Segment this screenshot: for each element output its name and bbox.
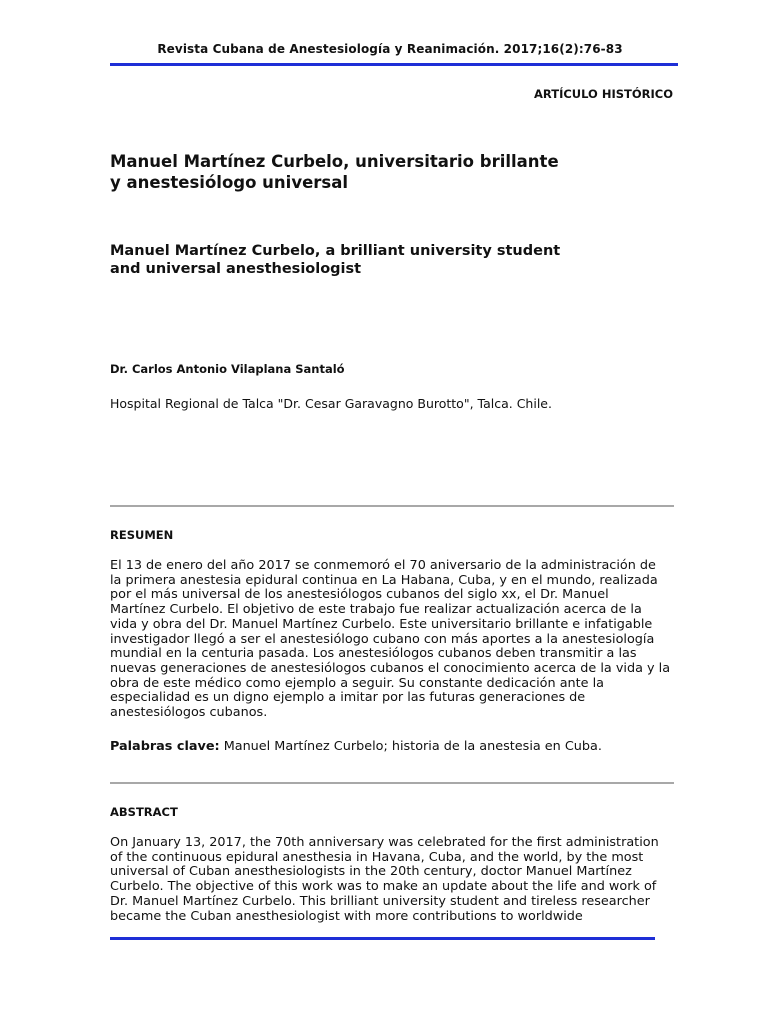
text-line: investigador llegó a ser el anestesiólogo cubano con más aportes a la anestesiología — [110, 631, 655, 647]
abstract-heading: ABSTRACT — [110, 805, 178, 819]
footer-rule — [110, 937, 655, 940]
text-line: Dr. Manuel Martínez Curbelo. This brilliant university student and tireless researcher — [110, 893, 650, 909]
text-line: obra de este médico como ejemplo a seguir. Su constante dedicación ante la — [110, 675, 604, 691]
resumen-heading: RESUMEN — [110, 528, 174, 542]
text-line: of the continuous epidural anesthesia in Havana, Cuba, and the world, by the most — [110, 849, 644, 865]
title-spanish — [110, 151, 670, 193]
text-line: universal of Cuban anesthesiologists in the 20th century, doctor Manuel Martínez — [110, 864, 632, 880]
title-english — [110, 242, 670, 278]
text-line: El 13 de enero del año 2017 se conmemoró el 70 aniversario de la administración de — [110, 558, 656, 573]
text-line: por el más universal de los anestesiólogos cubanos del siglo xx, el Dr. Manuel — [110, 587, 609, 603]
abstract-body — [110, 836, 674, 924]
resumen-body — [110, 559, 674, 721]
text-line: On January 13, 2017, the 70th anniversary was celebrated for the first administration — [110, 835, 659, 850]
article-type: ARTÍCULO HISTÓRICO — [534, 87, 673, 101]
text-line: Martínez Curbelo. El objetivo de este trabajo fue realizar actualización acerca de la — [110, 602, 642, 618]
text-line: became the Cuban anesthesiologist with more contributions to worldwide — [110, 908, 583, 924]
title-english-line: and universal anesthesiologist — [110, 261, 362, 277]
keywords-label: Palabras clave: — [110, 739, 220, 754]
journal-header: Revista Cubana de Anestesiología y Reanimación. 2017;16(2):76-83 — [157, 42, 623, 56]
text-line: mundial en la centuria pasada. Los anestesiólogos cubanos deben transmitir a las — [110, 646, 637, 662]
text-line: Curbelo. The objective of this work was to make an update about the life and work of — [110, 879, 657, 895]
author-affiliation: Hospital Regional de Talca "Dr. Cesar Garavagno Burotto", Talca. Chile. — [110, 396, 552, 411]
keywords-value: Manuel Martínez Curbelo; historia de la anestesia en Cuba. — [219, 739, 602, 754]
title-spanish-line: y anestesiólogo universal — [110, 173, 349, 192]
author-name: Dr. Carlos Antonio Vilaplana Santaló — [110, 362, 345, 376]
section-divider — [110, 782, 674, 784]
text-line: la primera anestesia epidural continua en La Habana, Cuba, y en el mundo, realizada — [110, 572, 658, 588]
text-line: anestesiólogos cubanos. — [110, 705, 268, 721]
section-divider — [110, 505, 674, 507]
header-rule — [110, 63, 678, 66]
keywords — [110, 739, 674, 754]
title-spanish-line: Manuel Martínez Curbelo, universitario brillante — [110, 152, 559, 171]
text-line: especialidad es un digno ejemplo a imitar por las futuras generaciones de — [110, 690, 586, 706]
text-line: vida y obra del Dr. Manuel Martínez Curbelo. Este universitario brillante e infatigable — [110, 616, 653, 632]
title-english-line: Manuel Martínez Curbelo, a brilliant university student — [110, 243, 561, 259]
text-line: nuevas generaciones de anestesiólogos cubanos el conocimiento acerca de la vida y la — [110, 660, 671, 676]
